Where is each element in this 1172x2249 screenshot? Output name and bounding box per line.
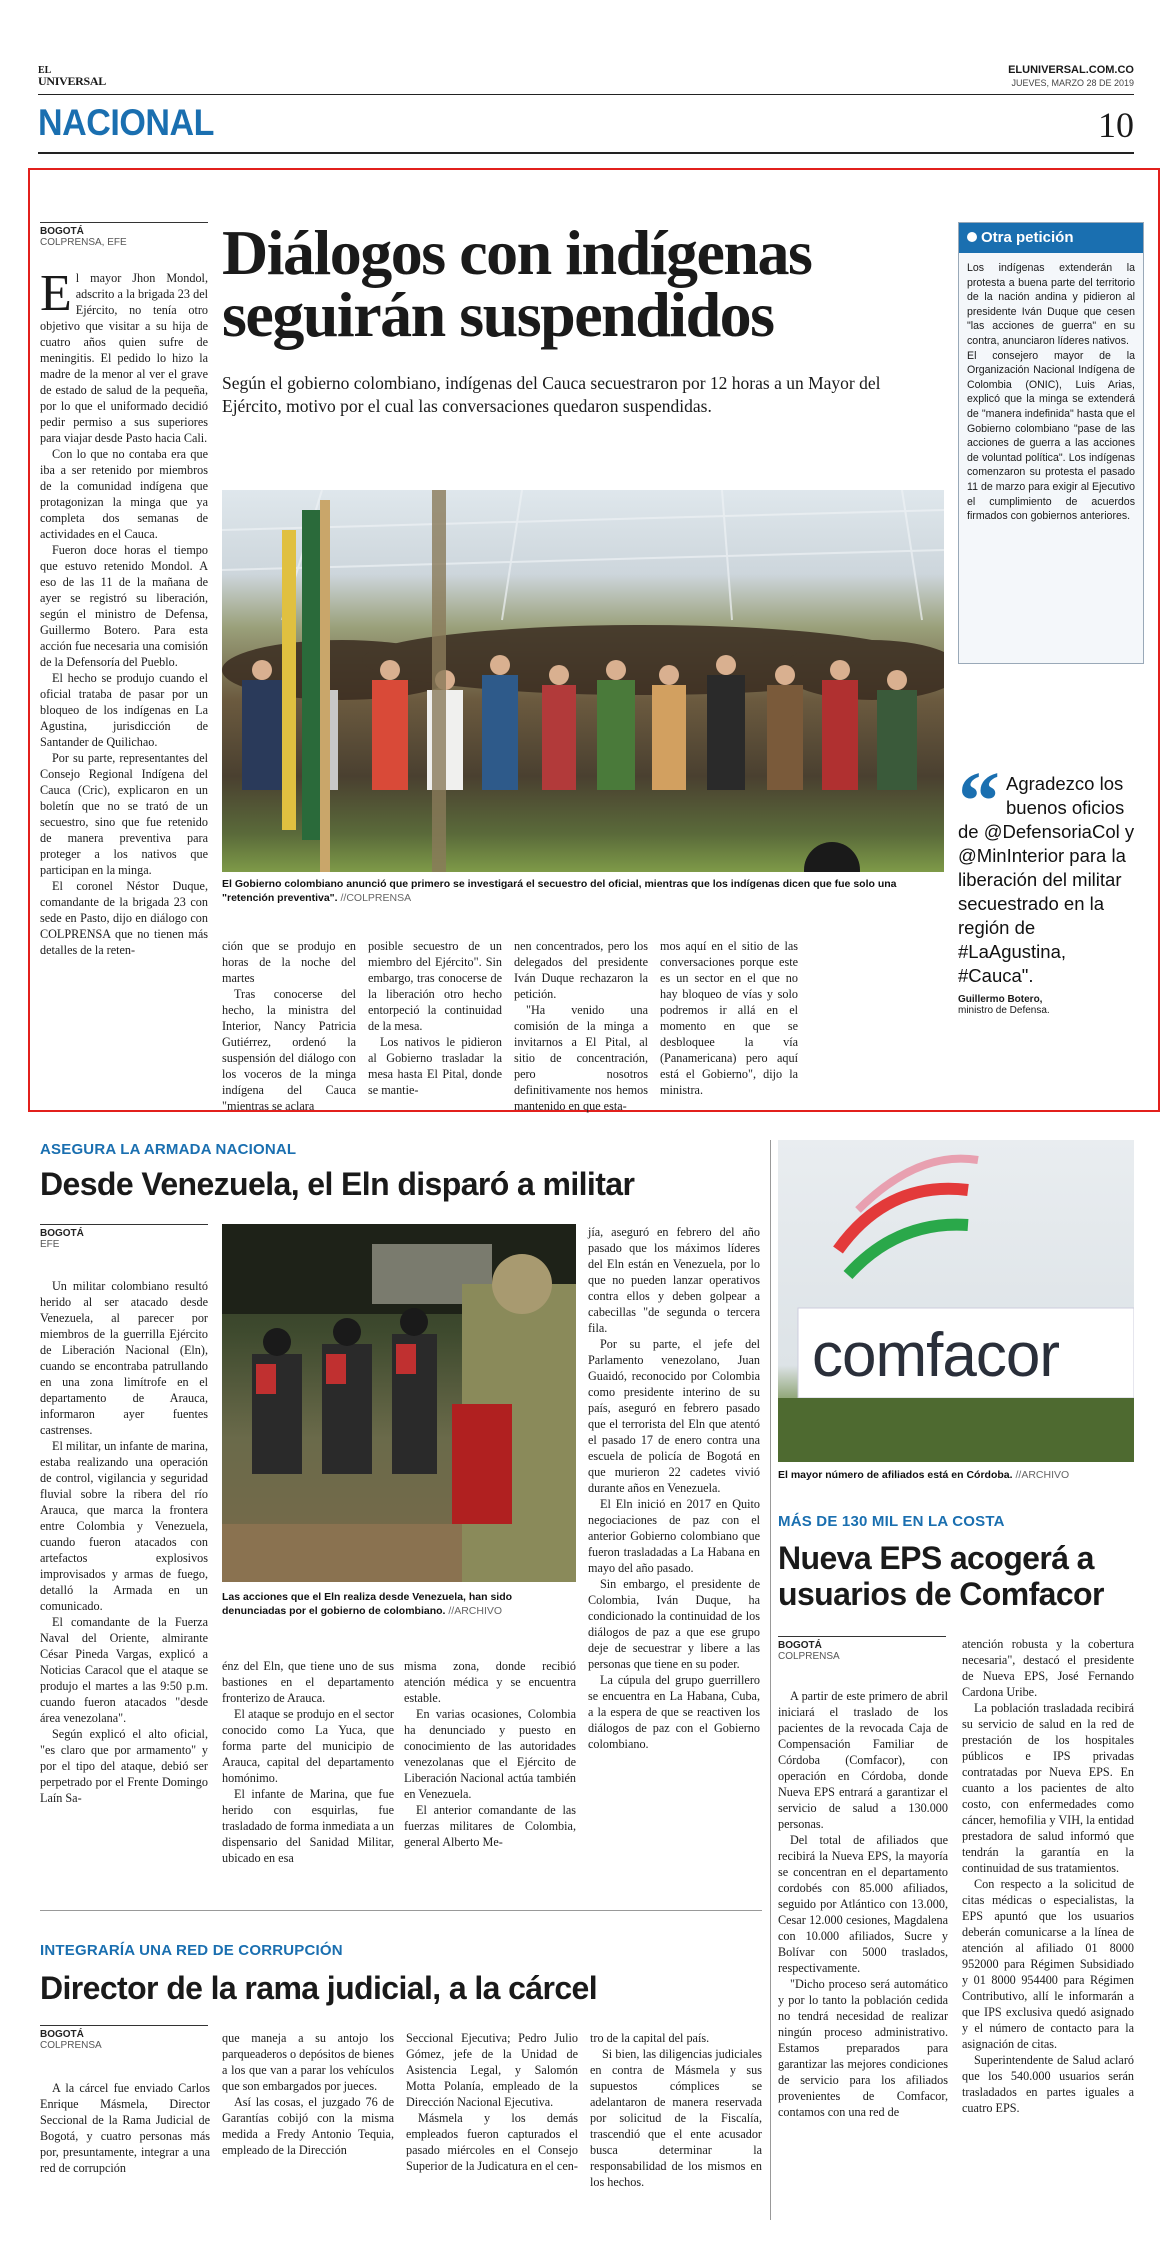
main-col-2: [222, 938, 356, 1114]
paragraph: El hecho se produjo cuando el oficial trataba de pasar por un bloqueo de los indígenas en La Agustina, jurisdicción de Santander de Quilichao.: [40, 671, 208, 749]
venezuela-col-1: [40, 1278, 208, 1806]
main-headline: [222, 217, 962, 350]
caption-text: El mayor número de afiliados está en Córdoba.: [778, 1469, 1013, 1481]
paragraph: La población trasladada recibirá su servicio de salud en la red de prestación de los hospitales públicos e IPS privadas contratadas por Nueva EPS. En cuanto a los pacientes de alto costo, con enfermedades como cáncer, hemofilia y VIH, la entidad prestadora de salud informó que tendrán la garantía en la continuidad de sus tratamientos.: [962, 1701, 1134, 1875]
paragraph: Superintendente de Salud aclaró que los 540.000 usuarios serán trasladados en partes iguales a cuatro EPS.: [962, 2053, 1134, 2115]
judicial-headline: Director de la rama judicial, a la cárcel: [40, 1970, 598, 2006]
paragraph: A partir de este primero de abril iniciará el traslado de los pacientes de la revocada Caja de Compensación Familiar de Córdoba (Comfacor), con operación en Córdoba, donde Nueva EPS entrará a garantizar el servicio de salud a 130.000 personas.: [778, 1689, 948, 1831]
venezuela-col-4: [588, 1224, 760, 1752]
sidebar-paragraph: El consejero mayor de la Organización Nacional Indígena de Colombia (ONIC), Luis Arias, explicó que la minga se extenderá de "manera indefinida" hasta que el Gobierno colombiano "pase de las acciones de guerra a las acciones de voluntad política". Los indígenas comenzaron su protesta el pasado 11 de marzo para exigir al Ejecutivo el cumplimiento de acuerdos firmados con gobiernos anteriores.: [967, 349, 1135, 523]
paragraph: nen concentrados, pero los delegados del presidente Iván Duque rechazaron la petición.: [514, 939, 648, 1001]
logo-top: EL: [38, 65, 52, 76]
paragraph: Seccional Ejecutiva; Pedro Julio Gómez, jefe de la Unidad de Asistencia Legal, y Salomón Motta Polanía, empleado de la Dirección Nacional Ejecutiva.: [406, 2031, 578, 2109]
paragraph: l mayor Jhon Mondol, adscrito a la brigada 23 del Ejército, no tenía otro objetivo que visitar a su hija de cuatro años quien sufre de meningitis. El pedido lo hizo la madre de la menor al ver el grave de estado de salud de la pequeña, por lo que el uniformado decidió pedir permiso a sus superiores para viajar desde Pasto hacia Cali.: [40, 271, 208, 445]
byline-agency: COLPRENSA: [40, 2040, 102, 2051]
paragraph: misma zona, donde recibió atención médica y se encuentra estable.: [404, 1659, 576, 1705]
comfacor-col-1: [778, 1688, 948, 2120]
caption-text: El Gobierno colombiano anunció que primero se investigará el secuestro del oficial, mientras que los indígenas dicen que fue solo una "retención preventiva".: [222, 878, 897, 904]
paragraph: El Eln inició en 2017 en Quito negociaciones de paz con el anterior Gobierno colombiano que fueron trasladadas a La Habana en mayo del año pasado.: [588, 1497, 760, 1575]
comfacor-sign-text: comfacor: [812, 1321, 1059, 1390]
site-url: ELUNIVERSAL.COM.CO: [1008, 64, 1134, 76]
paragraph: Si bien, las diligencias judiciales en contra de Másmela y sus supuestos cómplices se adelantaron de manera reservada por solicitud de la Fiscalía, trascendió que el ente acusador busca determinar la responsabilidad de los mismos en los hechos.: [590, 2047, 762, 2189]
pull-quote: [958, 755, 1144, 1016]
venezuela-byline: [40, 1224, 208, 1250]
paragraph: que maneja a su antojo los parqueaderos o depósitos de bienes a los que van a parar los vehículos que son embargados por jueces.: [222, 2031, 394, 2093]
byline-city: BOGOTÁ: [40, 2029, 84, 2040]
comfacor-kicker: MÁS DE 130 MIL EN LA COSTA: [778, 1513, 1005, 1530]
paragraph: Según explicó el alto oficial, "es claro que por armamento" y por el tipo del ataque, debió ser perpetrado por el Frente Domingo Laín Sa-: [40, 1727, 208, 1805]
headline-line-2: seguirán suspendidos: [222, 279, 774, 350]
eln-photo-caption: [222, 1590, 576, 1618]
paragraph: posible secuestro de un miembro del Ejército". Sin embargo, tras conocerse de la liberación otro hecho entorpeció la continuidad de la mesa.: [368, 939, 502, 1033]
byline-city: BOGOTÁ: [40, 226, 84, 237]
sidebar-body: [959, 253, 1143, 532]
main-deck: Según el gobierno colombiano, indígenas del Cauca secuestraron por 12 horas a un Mayor del Ejército, motivo por el cual las conversaciones quedaron suspendidas.: [222, 373, 881, 416]
paragraph: Con respecto a la solicitud de citas médicas o especialistas, la EPS apuntó que los usuarios deberán comunicarse a la línea de atención al afiliado 01 8000 952000 para Régimen Subsidiado y 01 8000 954400 para Régimen Contributivo, allí le informarán a que IPS exclusiva quedó asignado y el número de contacto para la asignación de citas.: [962, 1877, 1134, 2051]
sidebar-paragraph: Los indígenas extenderán la protesta a buena parte del territorio de la nación andina y pidieron al presidente Iván Duque que cesen "las acciones de guerra" en su contra, anunciaron líderes nativos.: [967, 262, 1135, 347]
logo-bottom: UNIVERSAL: [38, 74, 106, 88]
sidebar-title: Otra petición: [981, 229, 1074, 246]
main-col-5: [660, 938, 798, 1098]
page-number: 10: [1098, 105, 1134, 145]
headline-line-2: usuarios de Comfacor: [778, 1576, 1104, 1612]
byline-agency: EFE: [40, 1239, 60, 1250]
newspaper-logo: [38, 66, 106, 86]
comfacor-headline: [778, 1540, 1134, 1612]
crowd-illustration: [222, 490, 944, 872]
paragraph: En varias ocasiones, Colombia ha denunciado y puesto en conocimiento de las autoridades venezolanas que el Ejército de Liberación Nacional actúa también en Venezuela.: [404, 1707, 576, 1801]
section-title: NACIONAL: [38, 102, 214, 143]
venezuela-headline: Desde Venezuela, el Eln disparó a militar: [40, 1166, 635, 1202]
venezuela-col-3: [404, 1658, 576, 1850]
judicial-byline: [40, 2025, 208, 2051]
venezuela-col-2: [222, 1658, 394, 1866]
paragraph: La cúpula del grupo guerrillero se encuentra en La Habana, Cuba, a la espera de que se reactiven los diálogos de paz con el Gobierno colombiano.: [588, 1673, 760, 1751]
issue-date: JUEVES, MARZO 28 DE 2019: [1011, 78, 1134, 88]
judicial-col-2: [222, 2030, 394, 2158]
caption-credit: //ARCHIVO: [448, 1605, 503, 1617]
caption-credit: //COLPRENSA: [340, 892, 412, 904]
caption-credit: //ARCHIVO: [1015, 1469, 1070, 1481]
column-divider: [770, 1140, 771, 2220]
paragraph: "Ha venido una comisión de la minga a invitarnos a El Pital, al sitio de concentración, pero nosotros definitivamente nos hemos mantenido en que esta-: [514, 1003, 648, 1113]
paragraph: El infante de Marina, que fue herido con esquirlas, fue trasladado de forma inmediata a un dispensario del Sanidad Militar, ubicado en esa: [222, 1787, 394, 1865]
paragraph: Un militar colombiano resultó herido al ser atacado desde Venezuela, al parecer por miembros de la guerrilla Ejército de Liberación Nacional (Eln), cuando se encontraba patrullando en una zona limítrofe en el departamento de Arauca, informaron ayer fuentes castrenses.: [40, 1279, 208, 1437]
paragraph: A la cárcel fue enviado Carlos Enrique Másmela, Director Seccional de la Rama Judicial de Bogotá, y cuatro personas más por, presuntamente, integrar a una red de corrupción: [40, 2081, 210, 2175]
main-story-byline: [40, 222, 208, 248]
comfacor-col-2: [962, 1636, 1134, 2116]
bullet-icon: [967, 232, 977, 242]
headline-line-1: Nueva EPS acogerá a: [778, 1540, 1094, 1576]
paragraph: jía, aseguró en febrero del año pasado que los máximos líderes del Eln están en Venezuela, por lo que no pueden lanzar operativos contra ellos y deben golpear a cabecillas "de segunda o tercera fila.: [588, 1225, 760, 1335]
byline-city: BOGOTÁ: [778, 1640, 822, 1651]
paragraph: atención robusta y la cobertura necesaria", destacó el presidente de Nueva EPS, José Fernando Cardona Uribe.: [962, 1637, 1134, 1699]
paragraph: Sin embargo, el presidente de Colombia, Iván Duque, ha condicionado la continuidad de los diálogos de paz a que ese grupo deje de secuestrar y libere a las personas que tiene en su poder.: [588, 1577, 760, 1671]
quote-role: ministro de Defensa.: [958, 1005, 1050, 1016]
byline-agency: COLPRENSA: [778, 1651, 840, 1662]
judicial-top-rule: [40, 1910, 762, 1911]
paragraph: mos aquí en el sitio de las conversaciones porque este es un sector en el que no hay bloqueo de vías y solo podremos ir allá en el momento en que se desbloquee la vía (Panamericana) pero aquí está el Gobierno", dijo la ministra.: [660, 939, 798, 1097]
main-photo-caption: [222, 877, 944, 905]
paragraph: Másmela y los demás empleados fueron capturados el pasado miércoles en el Consejo Superior de la Judicatura en el cen-: [406, 2111, 578, 2173]
paragraph: Por su parte, el jefe del Parlamento venezolano, Juan Guaidó, reconocido por Colombia como presidente interino de su país, aseguró en febrero pasado que el terrorista del Eln que atentó el pasado 17 de enero contra una escuela de policía de Bogotá en que murieron 22 cadetes vivió durante años en Venezuela.: [588, 1337, 760, 1495]
sidebar-header: [959, 223, 1143, 253]
quote-text: Agradezco los buenos oficios de @DefensoriaCol y @MinInterior para la liberación del militar secuestrado en la región de #LaAgustina, #Cauca".: [958, 773, 1135, 986]
comfacor-photo-caption: [778, 1468, 1134, 1482]
main-photo: [222, 490, 944, 872]
paragraph: El anterior comandante de las fuerzas militares de Colombia, general Alberto Me-: [404, 1803, 576, 1849]
venezuela-kicker: ASEGURA LA ARMADA NACIONAL: [40, 1141, 297, 1158]
dropcap: E: [40, 265, 72, 322]
byline-agency: COLPRENSA, EFE: [40, 237, 127, 248]
comfacor-building-illustration: [778, 1140, 1134, 1462]
judicial-col-4: [590, 2030, 762, 2190]
section-rule: [38, 152, 1134, 154]
paragraph: El coronel Néstor Duque, comandante de la brigada 23 con sede en Pasto, dijo en diálogo con COLPRENSA que no tienen más detalles de la reten-: [40, 879, 208, 957]
paragraph: Del total de afiliados que recibirá la Nueva EPS, la mayoría se concentran en el departamento cordobés con 85.000 afiliados, seguido por Atlántico con 13.000, Cesar 12.000 cesiones, Magdalena con 10.000 afiliados, Sucre y Bolívar con 5000 traslados, respectivamente.: [778, 1833, 948, 1975]
quote-author: Guillermo Botero,: [958, 994, 1043, 1005]
caption-text: Las acciones que el Eln realiza desde Venezuela, han sido denunciadas por el gobierno de colombiano.: [222, 1591, 513, 1617]
judicial-col-1: [40, 2080, 210, 2176]
paragraph: Con lo que no contaba era que iba a ser retenido por miembros de la comunidad indígena que protagonizan la minga que ya completa dos semanas de actividades en el Cauca.: [40, 447, 208, 541]
paragraph: Fueron doce horas el tiempo que estuvo retenido Mondol. A eso de las 11 de la mañana de ayer se registró su liberación, según el ministro de Defensa, Guillermo Botero. Para esta acción fue necesaria una comisión de la Defensoría del Pueblo.: [40, 543, 208, 669]
masthead-rule: [38, 94, 1134, 95]
judicial-col-3: [406, 2030, 578, 2174]
paragraph: énz del Eln, que tiene uno de sus bastiones en el departamento fronterizo de Arauca.: [222, 1659, 394, 1705]
paragraph: "Dicho proceso será automático y por lo tanto la población cedida no tendrá necesidad de realizar ningún proceso administrativo. Estamos preparados para garantizar las mejores condiciones de servicio para los afiliados provenientes de Comfacor, contamos con una red de: [778, 1977, 948, 2119]
byline-city: BOGOTÁ: [40, 1228, 84, 1239]
paragraph: El militar, un infante de marina, estaba realizando una operación de control, vigilancia y seguridad fluvial sobre la ribera del río Arauca, que marca la frontera entre Colombia y Venezuela, cuando fueron atacados con artefactos explosivos improvisados y armas de fuego, detalló la Armada en un comunicado.: [40, 1439, 208, 1613]
paragraph: Así las cosas, el juzgado 76 de Garantías cobijó con la misma medida a Fredy Antonio Tequia, empleado de la Dirección: [222, 2095, 394, 2157]
main-col-1: [40, 265, 208, 958]
paragraph: El ataque se produjo en el sector conocido como La Yuca, que forma parte del municipio de Arauca, capital del departamento homónimo.: [222, 1707, 394, 1785]
headline-line-1: Diálogos con indígenas: [222, 217, 812, 288]
guerrilla-illustration: [222, 1224, 576, 1582]
masthead: [38, 62, 1134, 158]
comfacor-photo: [778, 1140, 1134, 1462]
paragraph: El comandante de la Fuerza Naval del Oriente, almirante César Pineda Vargas, explicó a Noticias Caracol que el ataque se produjo el martes a las 9:50 p.m. cuando fueron atacados "desde área venezolana".: [40, 1615, 208, 1725]
paragraph: tro de la capital del país.: [590, 2031, 710, 2045]
quote-mark-icon: “: [958, 755, 1000, 848]
sidebar-box: [958, 222, 1144, 664]
paragraph: Los nativos le pidieron al Gobierno trasladar la mesa hasta El Pital, donde se mantie-: [368, 1035, 502, 1097]
paragraph: Tras conocerse del hecho, la ministra del Interior, Nancy Patricia Gutiérrez, ordenó la suspensión del diálogo con los voceros de la minga indígena del Cauca "mientras se aclara: [222, 987, 356, 1113]
main-col-4: [514, 938, 648, 1114]
paragraph: ción que se produjo en horas de la noche del martes: [222, 939, 356, 985]
judicial-kicker: INTEGRARÍA UNA RED DE CORRUPCIÓN: [40, 1942, 343, 1959]
main-col-3: [368, 938, 502, 1098]
paragraph: Por su parte, representantes del Consejo Regional Indígena del Cauca (Cric), explicaron en un boletín que no se trató de un secuestro, sino que fue retenido de manera preventiva para proteger a los nativos que participan en la minga.: [40, 751, 208, 877]
eln-photo: [222, 1224, 576, 1582]
comfacor-byline: [778, 1636, 946, 1662]
